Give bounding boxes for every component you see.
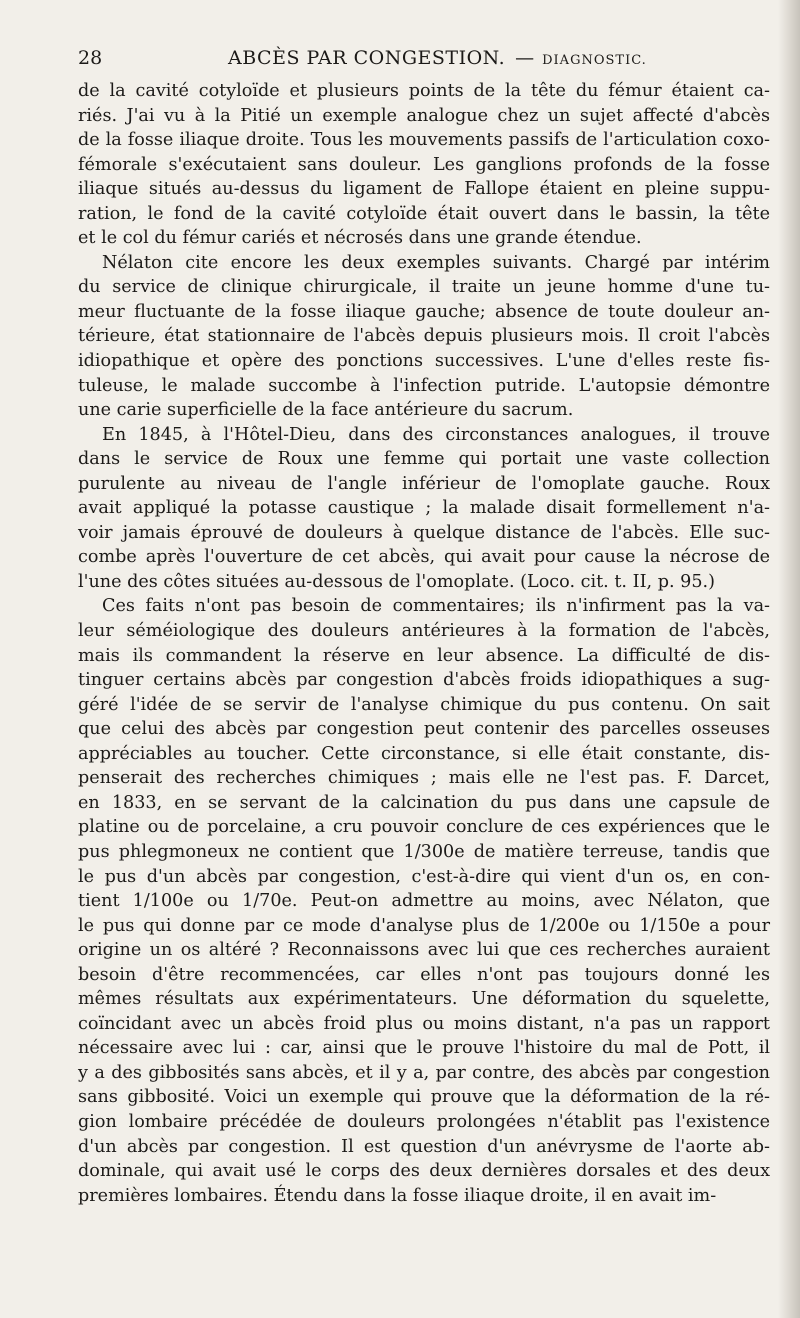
text-line: coïncidant avec un abcès froid plus ou moins distant, n'a pas un rapport: [78, 1013, 770, 1034]
text-line: mêmes résultats aux expérimentateurs. Une déformation du squelette,: [78, 989, 770, 1010]
text-line: pus phlegmoneux ne contient que 1/300e de matière terreuse, tandis que: [78, 841, 770, 862]
text-line: voir jamais éprouvé de douleurs à quelque distance de l'abcès. Elle suc-: [78, 522, 770, 543]
text-line: meur fluctuante de la fosse iliaque gauche; absence de toute douleur an-: [78, 301, 770, 322]
paragraph: [78, 251, 770, 423]
text-line: l'une des côtes situées au-dessous de l'omoplate. (Loco. cit. t. II, p. 95.): [78, 571, 715, 592]
section-title: DIAGNOSTIC.: [542, 53, 647, 68]
text-line: ration, le fond de la cavité cotyloïde était ouvert dans le bassin, la tête: [78, 203, 770, 224]
text-line: gion lombaire précédée de douleurs prolongées n'établit pas l'existence: [78, 1111, 770, 1132]
text-line: penserait des recherches chimiques ; mais elle ne l'est pas. F. Darcet,: [78, 768, 770, 789]
text-line: y a des gibbosités sans abcès, et il y a, par contre, des abcès par congestion: [78, 1062, 770, 1083]
text-line: en 1833, en se servant de la calcination du pus dans une capsule de: [78, 792, 770, 813]
running-title: ABCÈS PAR CONGESTION.: [228, 47, 506, 69]
text-line: que celui des abcès par congestion peut contenir des parcelles osseuses: [78, 719, 770, 740]
text-line: térieure, état stationnaire de l'abcès depuis plusieurs mois. Il croit l'abcès: [78, 326, 770, 347]
text-line: riés. J'ai vu à la Pitié un exemple analogue chez un sujet affecté d'abcès: [78, 105, 770, 126]
text-line: mais ils commandent la réserve en leur absence. La difficulté de dis-: [78, 645, 770, 666]
text-line: tient 1/100e ou 1/70e. Peut-on admettre au moins, avec Nélaton, que: [78, 891, 770, 912]
text-line: nécessaire avec lui : car, ainsi que le prouve l'histoire du mal de Pott, il: [78, 1038, 770, 1059]
text-line: premières lombaires. Étendu dans la fosse iliaque droite, il en avait im-: [78, 1185, 717, 1206]
text-line: et le col du fémur cariés et nécrosés dans une grande étendue.: [78, 228, 642, 249]
text-line: le pus d'un abcès par congestion, c'est-à-dire qui vient d'un os, en con-: [78, 866, 770, 887]
text-line: de la cavité cotyloïde et plusieurs points de la tête du fémur étaient ca-: [78, 81, 770, 101]
text-line: platine ou de porcelaine, a cru pouvoir conclure de ces expériences que le: [78, 817, 770, 838]
running-header: [78, 44, 770, 75]
paragraph: [78, 594, 770, 1208]
text-line: du service de clinique chirurgicale, il traite un jeune homme d'une tu-: [78, 277, 770, 298]
text-line: avait appliqué la potasse caustique ; la malade disait formellement n'a-: [78, 498, 770, 519]
text-line: dominale, qui avait usé le corps des deux dernières dorsales et des deux: [78, 1161, 770, 1182]
page-number: 28: [78, 47, 103, 69]
text-line: tinguer certains abcès par congestion d'abcès froids idiopathiques a sug-: [78, 670, 770, 691]
text-line: appréciables au toucher. Cette circonstance, si elle était constante, dis-: [78, 743, 770, 764]
text-line: idiopathique et opère des ponctions successives. L'une d'elles reste fis-: [78, 351, 770, 372]
text-line: Ces faits n'ont pas besoin de commentaires; ils n'infirment pas la va-: [102, 596, 770, 617]
text-line: origine un os altéré ? Reconnaissons avec lui que ces recherches auraient: [78, 940, 770, 961]
text-line: iliaque situés au-dessus du ligament de Fallope étaient en pleine suppu-: [78, 179, 770, 200]
text-line: géré l'idée de se servir de l'analyse chimique du pus contenu. On sait: [78, 694, 770, 715]
text-line: sans gibbosité. Voici un exemple qui prouve que la déformation de la ré-: [78, 1087, 770, 1108]
text-line: En 1845, à l'Hôtel-Dieu, dans des circonstances analogues, il trouve: [102, 424, 770, 445]
text-line: une carie superficielle de la face antérieure du sacrum.: [78, 400, 574, 421]
text-line: combe après l'ouverture de cet abcès, qui avait pour cause la nécrose de: [78, 547, 770, 568]
header-separator: —: [515, 47, 535, 69]
text-line: Nélaton cite encore les deux exemples suivants. Chargé par intérim: [102, 252, 770, 273]
text-line: le pus qui donne par ce mode d'analyse plus de 1/200e ou 1/150e a pour: [78, 915, 770, 936]
text-line: de la fosse iliaque droite. Tous les mouvements passifs de l'articulation coxo-: [78, 130, 770, 151]
text-line: tuleuse, le malade succombe à l'infection putride. L'autopsie démontre: [78, 375, 770, 396]
paragraph: [78, 79, 770, 251]
body-text: [78, 79, 770, 1208]
text-line: purulente au niveau de l'angle inférieur de l'omoplate gauche. Roux: [78, 473, 770, 494]
text-line: besoin d'être recommencées, car elles n'ont pas toujours donné les: [78, 964, 770, 985]
text-line: fémorale s'exécutaient sans douleur. Les ganglions profonds de la fosse: [78, 154, 770, 175]
text-line: d'un abcès par congestion. Il est question d'un anévrysme de l'aorte ab-: [78, 1136, 770, 1157]
text-line: leur séméiologique des douleurs antérieures à la formation de l'abcès,: [78, 621, 770, 642]
text-line: dans le service de Roux une femme qui portait une vaste collection: [78, 449, 770, 470]
paragraph: [78, 423, 770, 595]
